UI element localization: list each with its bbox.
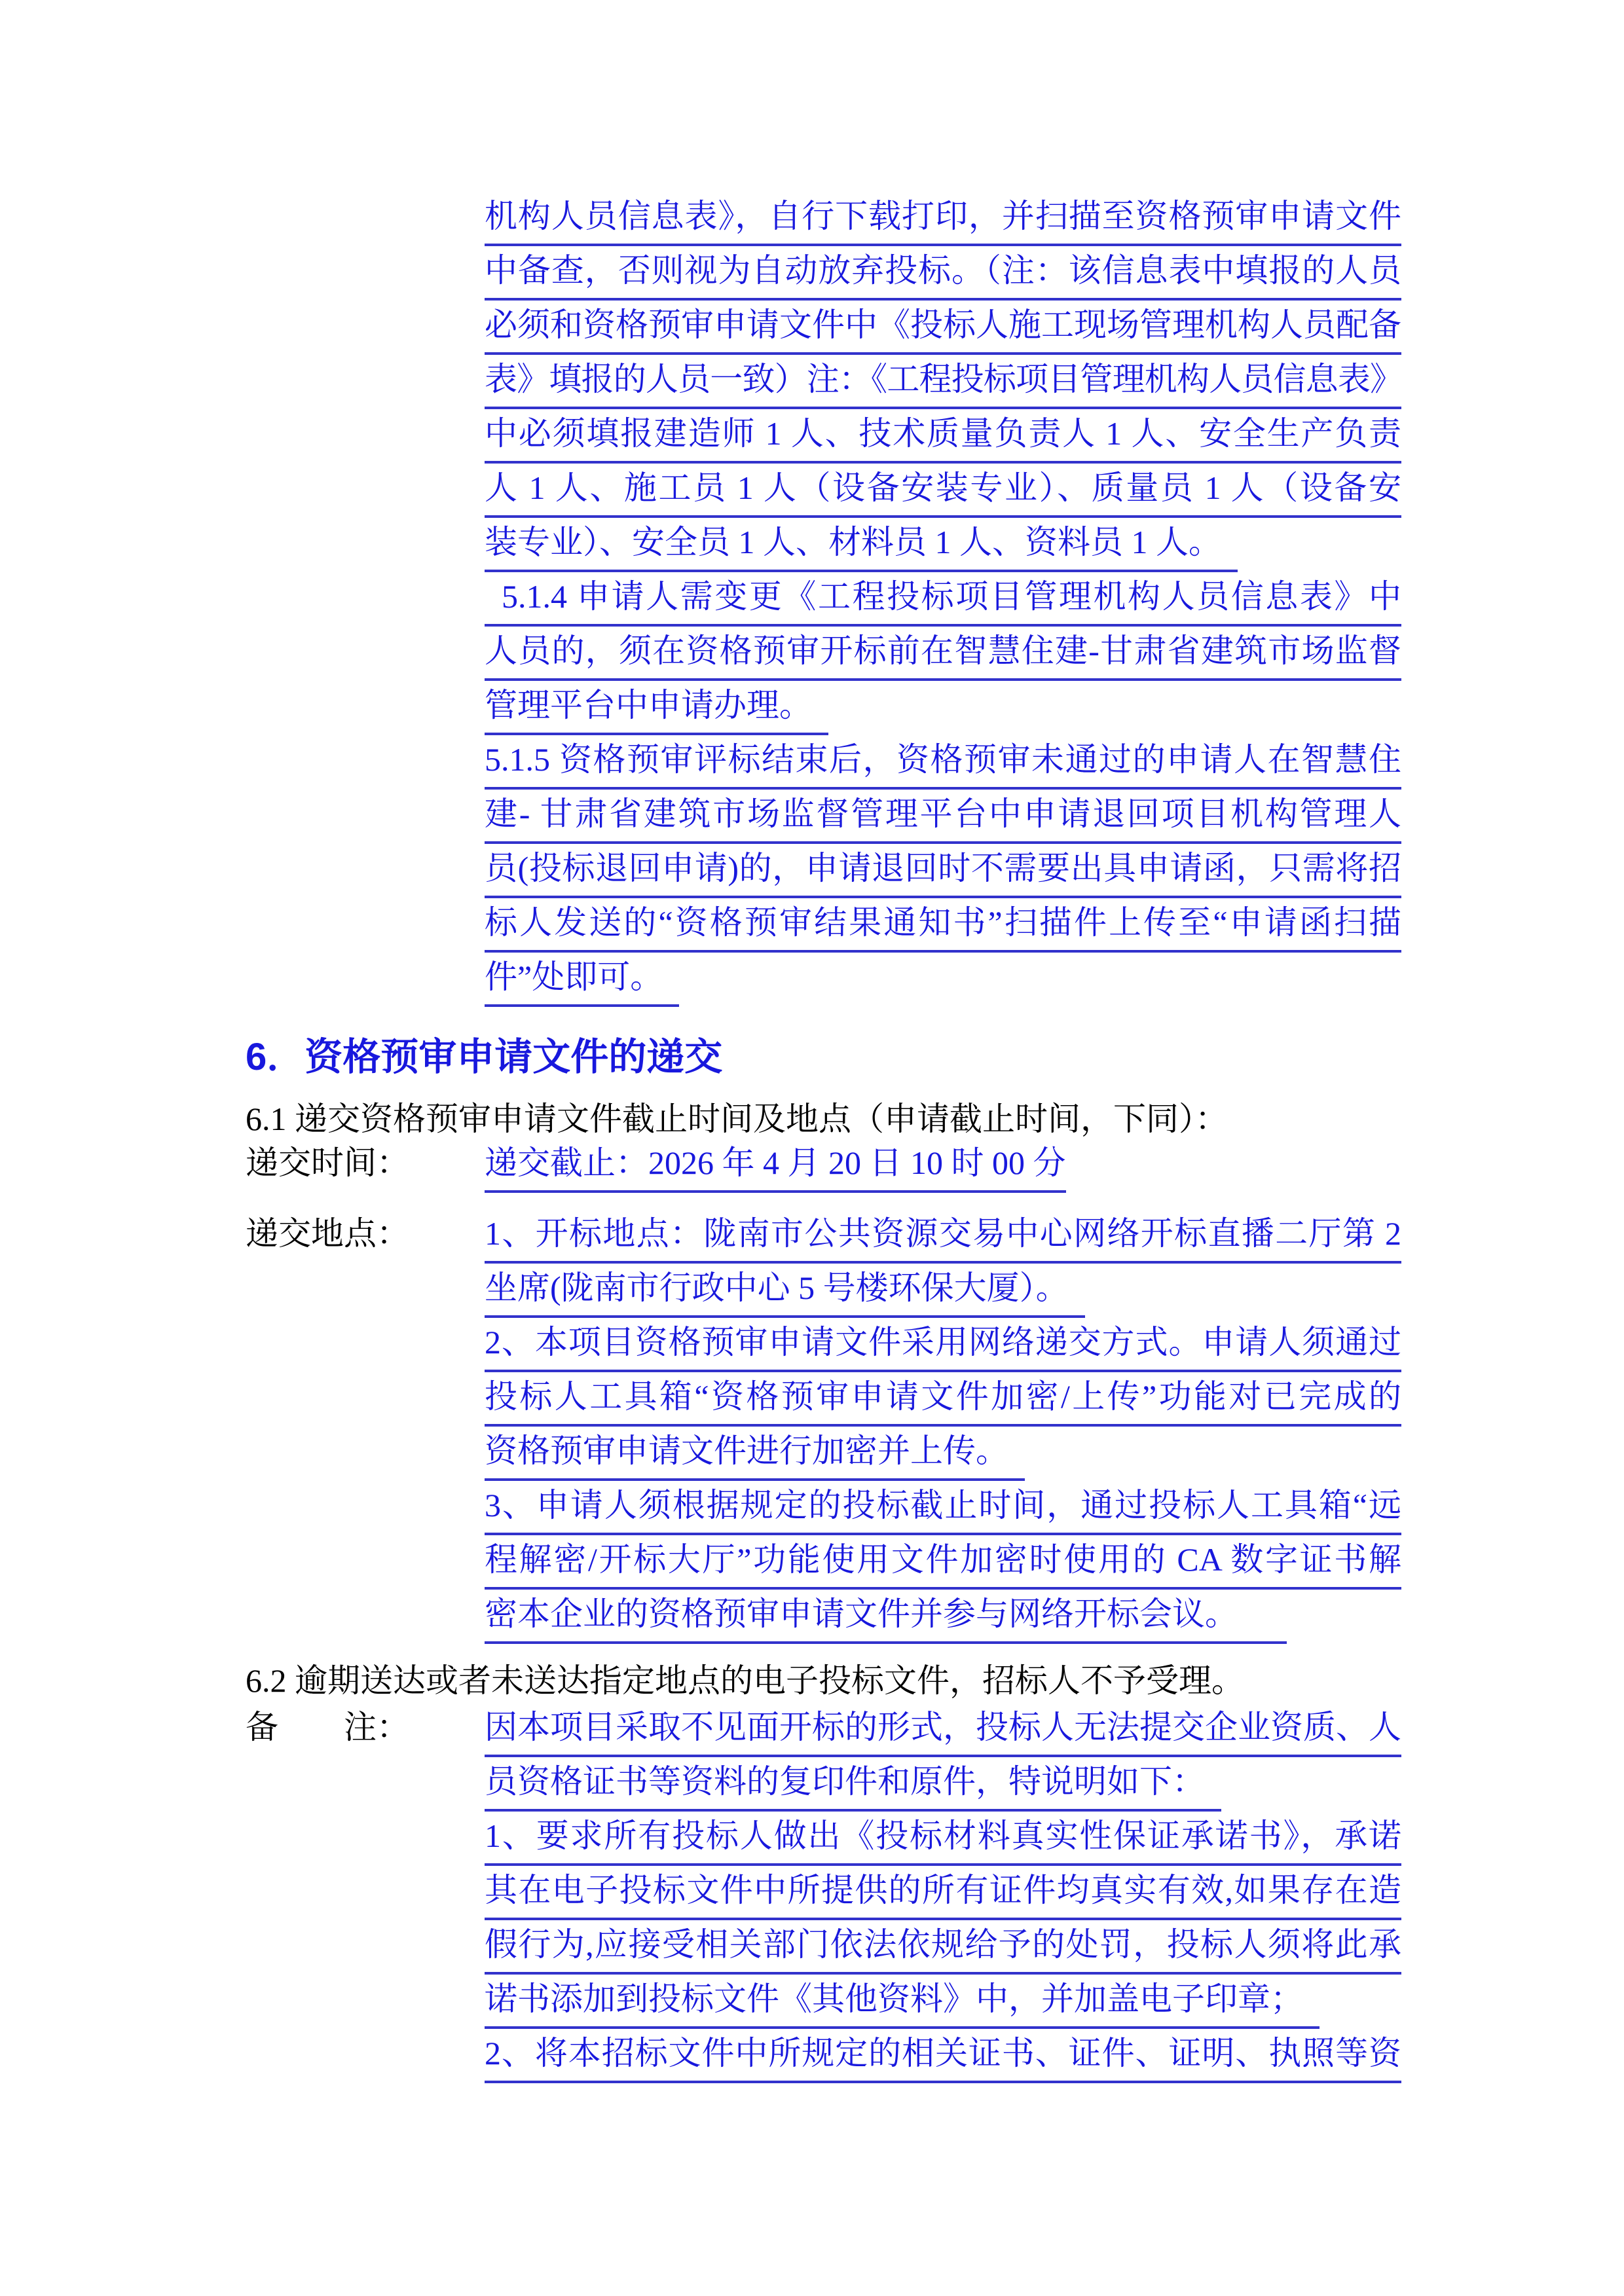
doc-line-text: 资格预审申请文件进行加密并上传。 [485,1424,1025,1481]
doc-line-text: 机构人员信息表》，自行下载打印，并扫描至资格预审申请文件 [485,189,1401,246]
section-6-heading-text: 6．资格预审申请文件的递交 [246,1036,723,1078]
doc-line [485,1533,1401,1587]
doc-line [485,1261,1401,1315]
doc-line-text: 中备查，否则视为自动放弃投标。（注：该信息表中填报的人员 [485,244,1401,301]
submission-place-label-text: 递交地点： [246,1215,409,1252]
doc-line-text: 标人发送的“资格预审结果通知书”扫描件上传至“申请函扫描 [485,896,1401,953]
remarks-content [485,1700,1401,2081]
doc-line-text: 1、开标地点：陇南市公共资源交易中心网络开标直播二厅第 2 [485,1207,1401,1264]
doc-line-text: 人 1 人、施工员 1 人（设备安装专业）、质量员 1 人（设备安 [485,461,1401,518]
doc-line [485,244,1401,298]
doc-line [485,787,1401,841]
doc-line [485,1424,1401,1478]
doc-line [485,515,1401,570]
doc-line-text: 5.1.4 申请人需变更《工程投标项目管理机构人员信息表》中 [485,570,1401,627]
doc-line [485,896,1401,950]
submission-place-content [485,1207,1401,1641]
doc-line [485,841,1401,896]
prequal-notes-continuation [485,189,1401,1004]
doc-line-text: 必须和资格预审申请文件中《投标人施工现场管理机构人员配备 [485,298,1401,355]
doc-line [485,678,1401,733]
doc-line [485,1587,1401,1641]
doc-line-text: 员资格证书等资料的复印件和原件，特说明如下： [485,1755,1221,1812]
doc-line [485,1972,1401,2026]
doc-line-text: 装专业）、安全员 1 人、材料员 1 人、资料员 1 人。 [485,515,1238,572]
submission-time-label-text: 递交时间： [246,1144,409,1181]
doc-line-text: 投标人工具箱“资格预审申请文件加密/上传”功能对已完成的 [485,1370,1401,1427]
doc-line-text: 2、将本招标文件中所规定的相关证书、证件、证明、执照等资 [485,2026,1401,2083]
section-6-heading [246,1030,722,1084]
doc-line [485,624,1401,678]
doc-line [485,1700,1401,1755]
doc-line-text: 2、本项目资格预审申请文件采用网络递交方式。申请人须通过 [485,1315,1401,1372]
doc-line [485,1863,1401,1918]
doc-line [485,570,1401,624]
doc-line-text: 中必须填报建造师 1 人、技术质量负责人 1 人、安全生产负责 [485,407,1401,464]
doc-line-text: 人员的，须在资格预审开标前在智慧住建-甘肃省建筑市场监督 [485,624,1401,681]
submission-time-label [246,1136,409,1190]
doc-line-text: 员(投标退回申请)的，申请退回时不需要出具申请函，只需将招 [485,841,1401,898]
doc-line [485,1478,1401,1533]
doc-line [485,2026,1401,2081]
doc-line-text: 其在电子投标文件中所提供的所有证件均真实有效,如果存在造 [485,1863,1401,1920]
doc-line [485,1207,1401,1261]
remarks-label-text: 备 注： [246,1709,409,1745]
doc-line-text: 程解密/开标大厅”功能使用文件加密时使用的 CA 数字证书解 [485,1533,1401,1590]
doc-line [485,1370,1401,1424]
doc-line [485,298,1401,352]
doc-line [485,1809,1401,1863]
doc-line-text: 密本企业的资格预审申请文件并参与网络开标会议。 [485,1587,1287,1644]
doc-line [485,461,1401,515]
doc-line [485,950,1401,1004]
doc-line [485,1755,1401,1809]
submission-time-value-text: 递交截止：2026 年 4 月 20 日 10 时 00 分 [485,1136,1066,1193]
clause-6-1-text: 6.1 递交资格预审申请文件截止时间及地点（申请截止时间，下同）： [246,1101,1228,1137]
doc-line-text: 1、要求所有投标人做出《投标材料真实性保证承诺书》，承诺 [485,1809,1401,1866]
doc-line [485,407,1401,461]
clause-6-2-text: 6.2 逾期送达或者未送达指定地点的电子投标文件，招标人不予受理。 [246,1662,1244,1699]
doc-line-text: 因本项目采取不见面开标的形式，投标人无法提交企业资质、人 [485,1700,1401,1757]
doc-line-text: 件”处即可。 [485,950,679,1007]
doc-line-text: 3、申请人须根据规定的投标截止时间，通过投标人工具箱“远 [485,1478,1401,1535]
submission-place-label [246,1207,409,1261]
doc-line-text: 诺书添加到投标文件《其他资料》中，并加盖电子印章； [485,1972,1320,2029]
doc-line-text: 管理平台中申请办理。 [485,678,828,735]
doc-line-text: 坐席(陇南市行政中心 5 号楼环保大厦）。 [485,1261,1085,1318]
doc-line-text: 表》填报的人员一致）注：《工程投标项目管理机构人员信息表》 [485,352,1401,409]
doc-line-text: 建- 甘肃省建筑市场监督管理平台中申请退回项目机构管理人 [485,787,1401,844]
doc-line [485,352,1401,407]
submission-time-value [485,1136,1066,1190]
doc-line [485,1918,1401,1972]
doc-line [485,189,1401,244]
remarks-label [246,1700,409,1755]
doc-line-text: 5.1.5 资格预审评标结束后，资格预审未通过的申请人在智慧住 [485,733,1401,790]
doc-line-text: 假行为,应接受相关部门依法依规给予的处罚，投标人须将此承 [485,1918,1401,1975]
doc-line [485,733,1401,787]
doc-line [485,1315,1401,1370]
